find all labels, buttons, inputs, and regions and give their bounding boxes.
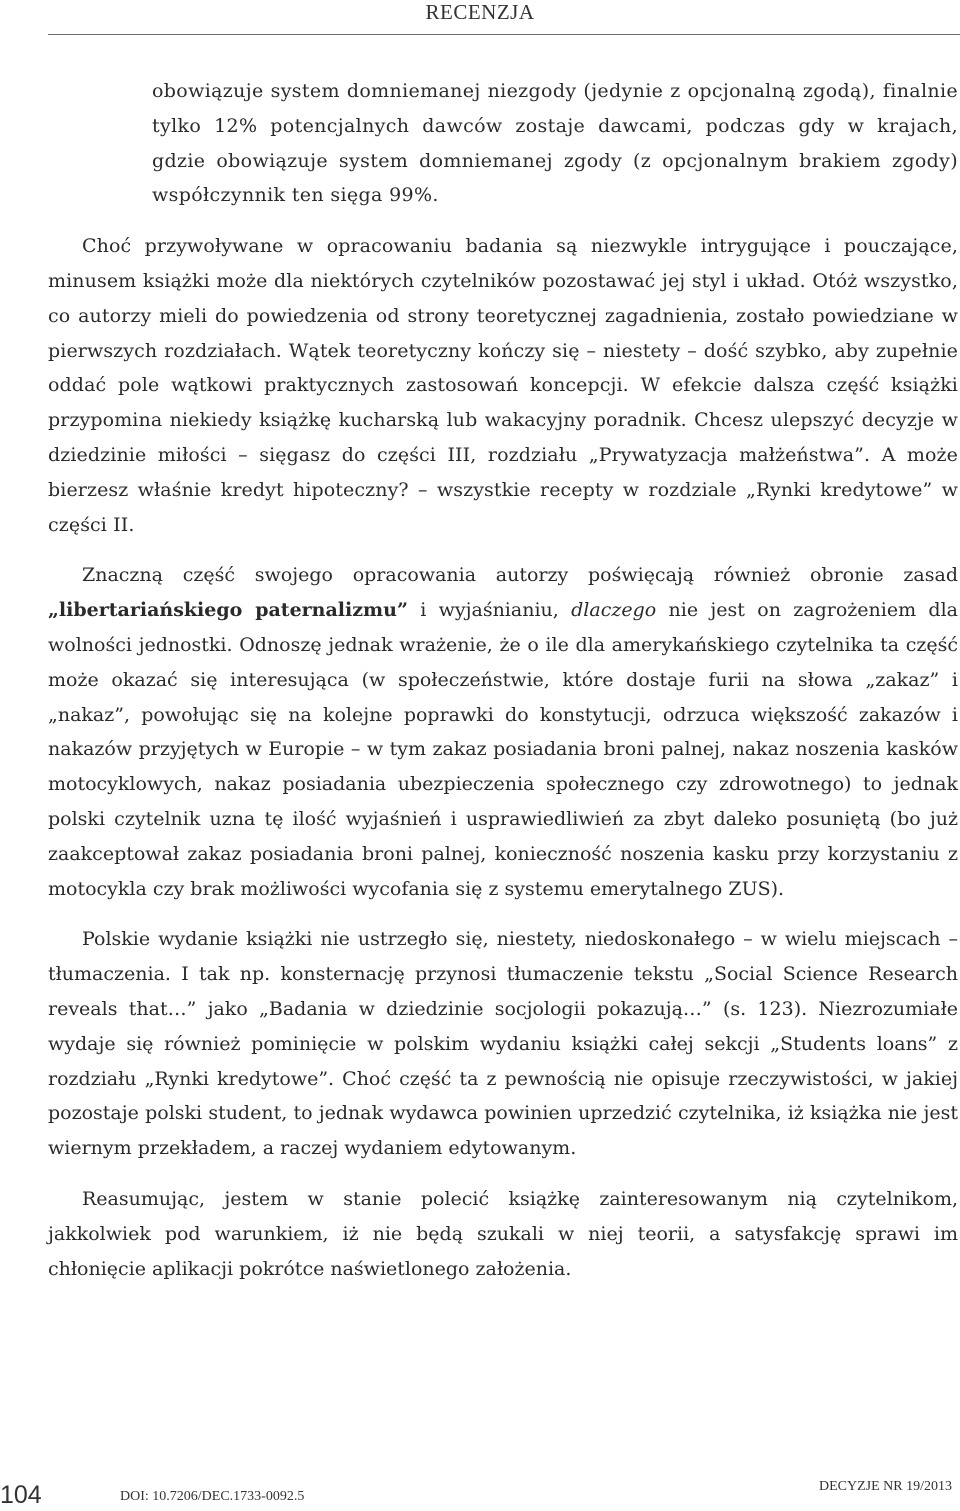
bold-term: „libertariańskiego paternalizmu” [48,599,408,622]
header-divider [48,34,960,35]
italic-term: dlaczego [571,599,657,622]
paragraph-text-part: Znaczną część swojego opracowania autorzy poświęcają również obronie zasad [82,564,958,587]
paragraph-libertarian-paternalism [48,558,958,906]
page-number: 104 [0,1481,42,1509]
paragraph-text-part: nie jest on zagrożeniem dla wolności jednostki. Odnoszę jednak wrażenie, że o ile dla amerykańskiego czytelnika ta część może okazać się interesująca (w społeczeństwie, które dostaje furii na słowa „zakaz” i „nakaz”, powołując się na kolejne poprawki do konstytucji, odrzuca większość zakazów i nakazów przyjętych w Europie – w tym zakaz posiadania broni palnej, nakaz noszenia kasków motocyklowych, nakaz posiadania ubezpieczenia społecznego czy zdrowotnego) to jednak polski czytelnik uzna tę ilość wyjaśnień i usprawiedliwień za zbyt daleko posuniętą (bo już zaakceptował zakaz posiadania broni palnej, konieczność noszenia kasku przy korzystaniu z motocykla czy brak możliwości wycofania się z systemu emerytalnego ZUS). [48,599,958,900]
footer-doi: DOI: 10.7206/DEC.1733-0092.5 [120,1489,305,1504]
article-body [48,74,958,1286]
paragraph-conclusion: Reasumując, jestem w stanie polecić książkę zainteresowanym nią czytelnikom, jakkolwiek pod warunkiem, iż nie będą szukali w niej teorii, a satysfakcję sprawi im chłonięcie aplikacji pokrótce naświetlonego założenia. [48,1187,958,1280]
paragraph-translation: Polskie wydanie książki nie ustrzegło się, niestety, niedoskonałego – w wielu miejscach – tłumaczenia. I tak np. konsternację przynosi tłumaczenie tekstu „Social Science Research reveals that…” jako „Badania w dziedzinie socjologii pokazują…” (s. 123). Niezrozumiałe wydaje się również pominięcie w polskim wydaniu książki całej sekcji „Students loans” z rozdziału „Rynki kredytowe”. Choć część ta z pewnością nie opisuje rzeczywistości, w jakiej pozostaje polski student, to jednak wydawca powinien uprzedzić czytelnika, iż książka nie jest wiernym przekładem, a raczej wydaniem edytowanym. [48,928,958,1160]
footer-journal-issue: DECYZJE NR 19/2013 [819,1479,952,1494]
paragraph-continuation: obowiązuje system domniemanej niezgody (jedynie z opcjonalną zgodą), finalnie tylko 12% potencjalnych dawców zostaje dawcami, podczas gdy w krajach, gdzie obowiązuje system domniemanej zgody (z opcjonalnym brakiem zgody) współczynnik ten sięga 99%. [152,80,958,207]
paragraph-style-critique: Choć przywoływane w opracowaniu badania są niezwykle intrygujące i pouczające, minusem książki może dla niektórych czytelników pozostawać jej styl i układ. Otóż wszystko, co autorzy mieli do powiedzenia od strony teoretycznej zagadnienia, zostało powiedziane w pierwszych rozdziałach. Wątek teoretyczny kończy się – niestety – dość szybko, aby zupełnie oddać pole wątkowi praktycznych zastosowań koncepcji. W efekcie dalsza część książki przypomina niekiedy książkę kucharską lub wakacyjny poradnik. Chcesz ulepszyć decyzje w dziedzinie miłości – sięgasz do części III, rozdziału „Prywatyzacja małżeństwa”. A może bierzesz właśnie kredyt hipoteczny? – wszystkie recepty w rozdziale „Rynki kredytowe” w części II. [48,235,958,536]
paragraph-text-part: i wyjaśnianiu, [407,599,572,622]
running-header: RECENZJA [425,0,535,24]
